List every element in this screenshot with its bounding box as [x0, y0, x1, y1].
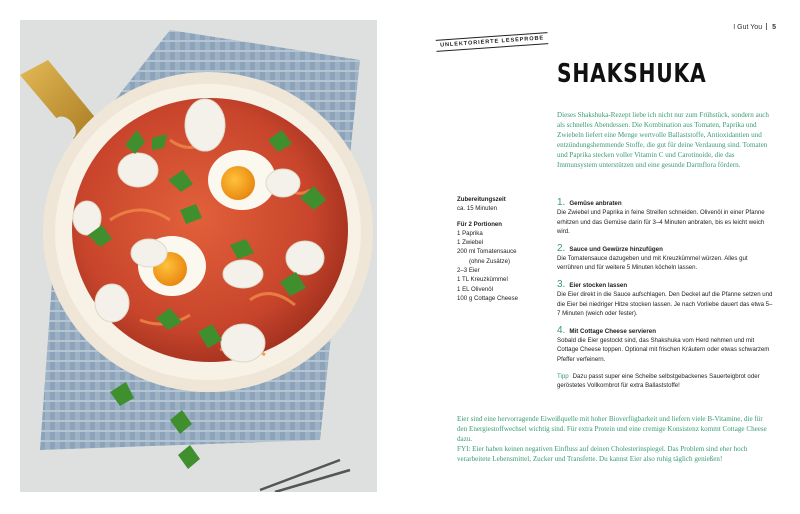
step-title: Mit Cottage Cheese servieren [569, 327, 656, 335]
step-text: Sobald die Eier gestockt sind, das Shakshuka vom Herd nehmen und mit Cottage Cheese toppen. Optional mit frischen Kräutern oder etwas schwarzem Pfeffer verfeinern. [557, 336, 770, 363]
step-text: Die Zwiebel und Paprika in feine Streifen schneiden. Olivenöl in einer Pfanne erhitzen und das Gemüse darin für 3–4 Minuten anbraten, bis es leicht weich wird. [557, 209, 765, 236]
step [557, 326, 775, 365]
tip [557, 372, 775, 391]
page-number: 5 [772, 24, 776, 31]
step-title: Sauce und Gewürze hinzufügen [569, 245, 663, 253]
ingredient-item: 200 ml Tomatensauce [457, 248, 517, 256]
ingredient-item-note: (ohne Zusätze) [469, 257, 510, 265]
step-number: 2. [557, 242, 566, 254]
ingredient-item: 1 Paprika [457, 229, 483, 237]
ingredient-item: 100 g Cottage Cheese [457, 294, 518, 302]
step-number: 1. [557, 197, 566, 208]
shakshuka-pan-illustration [20, 20, 377, 492]
step-heading [557, 244, 775, 254]
step-number: 3. [557, 278, 566, 290]
tip-text: Dazu passt super eine Scheibe selbstgebackenes Sauerteigbrot oder geröstetes Vollkornbrot für extra Ballaststoffe! [557, 372, 760, 390]
step [557, 280, 775, 319]
ingredient-item: 2–3 Eier [457, 267, 480, 275]
prep-time-label: Zubereitungszeit [457, 196, 506, 203]
outro-paragraph: Eier sind eine hervorragende Eiweißquelle mit hoher Bioverfügbarkeit und liefern viele B-Vitamine, die für den Energiestoffwechsel wichtig sind. Für extra Protein und eine cremige Konsistenz kommt Cottage Cheese dazu. [457, 415, 767, 444]
prep-time-value: ca. 15 Minuten [457, 205, 497, 213]
outro-paragraph: FYI: Eier haben keinen negativen Einfluss auf deinen Cholesterinspiegel. Das Problem sind eher hoch verarbeitete Lebensmittel, Zucker und Transfette. Du kannst Eier also ruhig täglich genießen! [457, 445, 748, 464]
preview-stamp: UNLEKTORIERTE LESEPROBE [436, 32, 549, 52]
step-heading [557, 198, 775, 208]
ingredient-item: 1 Zwiebel [457, 239, 484, 247]
ingredient-item: 1 TL Kreuzkümmel [457, 276, 508, 284]
step-number: 4. [557, 324, 566, 336]
recipe-outro [457, 414, 769, 464]
running-header [733, 23, 776, 31]
step-text: Die Eier direkt in die Sauce aufschlagen. Den Deckel auf die Pfanne setzen und die Eier bei niedriger Hitze stocken lassen. Je nach Vorliebe dauert das etwa 5–7 Minuten (weich oder fester). [557, 290, 773, 318]
step [557, 244, 775, 273]
header-divider [766, 23, 767, 30]
tip-label: Tipp [557, 372, 569, 380]
servings-label: Für 2 Portionen [457, 220, 503, 228]
ingredients-column [457, 195, 557, 303]
step-title: Eier stocken lassen [569, 281, 628, 289]
step-text: Die Tomatensauce dazugeben und mit Kreuzkümmel würzen. Alles gut verrühren und für weitere 5 Minuten köcheln lassen. [557, 254, 748, 272]
method-steps [557, 198, 775, 391]
recipe-intro: Dieses Shakshuka-Rezept liebe ich nicht nur zum Frühstück, sondern auch als schnelles Abendessen. Die Kombination aus Tomaten, Paprika und Zwiebeln liefert eine Menge wertvolle Ballaststoffe, Antioxidantien und entzündungshemmende Stoffe, die gut für deine Verdauung sind. Tomaten und Paprika stecken voller Vitamin C und Carotinoide, die das Immunsystem unterstützen und eine gesunde Darmflora fördern. [557, 111, 769, 170]
step [557, 198, 775, 237]
book-title: I Gut You [733, 24, 763, 31]
recipe-title: SHAKSHUKA [557, 59, 707, 89]
step-heading [557, 280, 775, 290]
step-title: Gemüse anbraten [569, 200, 622, 207]
ingredient-item: 1 EL Olivenöl [457, 285, 494, 293]
step-heading [557, 326, 775, 336]
recipe-photo [20, 20, 377, 492]
